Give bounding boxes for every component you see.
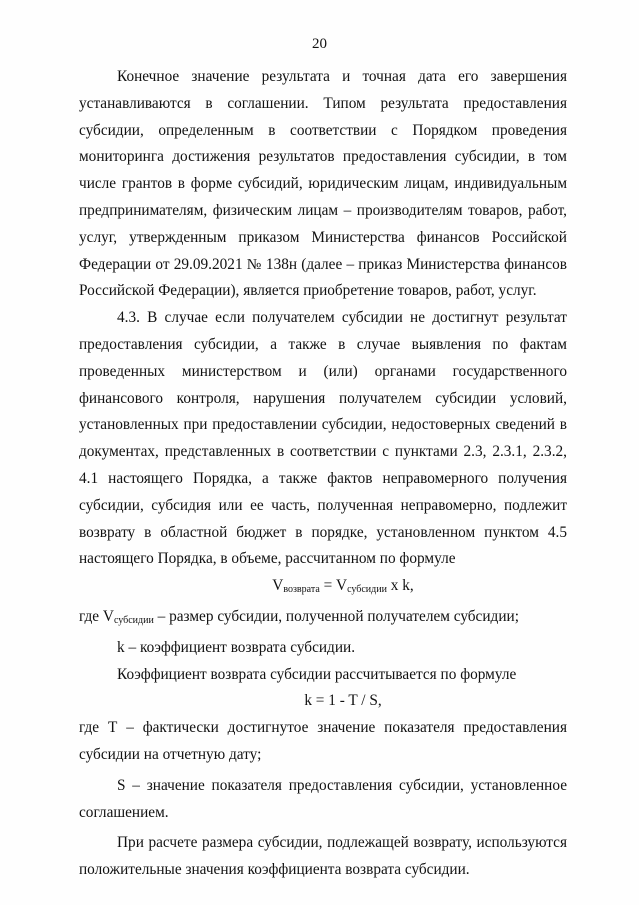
text-line: предоставления субсидии, а также в случае выявления по фактам <box>79 335 567 353</box>
text-line: установленных при предоставлении субсидии, недостоверных сведений в <box>79 416 567 434</box>
text-line: мониторинга достижения результатов предоставления субсидии, в том <box>79 148 567 166</box>
formula-subscript: субсидии <box>347 584 387 596</box>
formula-refund <box>79 573 567 604</box>
formula-subscript: субсидии <box>113 614 154 626</box>
formula-part: = V <box>319 577 348 595</box>
text-line: проведенных министерством и (или) органами государственного <box>79 362 567 380</box>
text-line: При расчете размера субсидии, подлежащей возврату, используются <box>117 834 567 852</box>
formula-subscript: возврата <box>283 584 320 596</box>
text-line: Федерации от 29.09.2021 № 138н (далее – приказ Министерства финансов <box>79 255 567 273</box>
text-line: финансового контроля, нарушения получателем субсидии условий, <box>79 389 567 407</box>
formula-part: x k, <box>386 577 414 595</box>
page-number: 20 <box>312 36 327 52</box>
formula-coefficient: k = 1 - T / S, <box>304 692 382 710</box>
definition-text: где V <box>79 607 114 625</box>
text-line: настоящего Порядка, в объеме, рассчитанном по формуле <box>79 550 456 568</box>
text-line: 4.1 настоящего Порядка, а также фактов неправомерного получения <box>79 469 567 487</box>
text-line: Российской Федерации), является приобретение товаров, работ, услуг. <box>79 282 537 300</box>
text-line: Конечное значение результата и точная дата его завершения <box>117 68 567 85</box>
definition-text: – размер субсидии, полученной получателем субсидии; <box>153 607 519 625</box>
text-line: субсидии, субсидия или ее часть, полученная неправомерно, подлежит <box>79 496 567 514</box>
text-line: 4.3. В случае если получателем субсидии не достигнут результат <box>117 309 567 327</box>
text-line: предпринимателям, физическим лицам – производителям товаров, работ, <box>79 201 567 219</box>
document-body <box>79 64 567 884</box>
definition-line: субсидии на отчетную дату; <box>79 745 262 763</box>
text-line: числе грантов в форме субсидий, юридическим лицам, индивидуальным <box>79 175 567 193</box>
definition-line: соглашением. <box>79 803 169 821</box>
text-line: услуг, утвержденным приказом Министерства финансов Российской <box>79 228 567 246</box>
text-line: возврату в областной бюджет в порядке, установленном пунктом 4.5 <box>79 523 567 541</box>
text-line: Коэффициент возврата субсидии рассчитывается по формуле <box>117 665 517 683</box>
definition-line <box>79 604 567 635</box>
formula-part: V <box>272 577 284 595</box>
text-line: положительные значения коэффициента возврата субсидии. <box>79 861 470 879</box>
text-line: субсидии, определенным в соответствии с Порядком проведения <box>79 121 567 139</box>
definition-line: k – коэффициент возврата субсидии. <box>117 638 356 656</box>
definition-line: S – значение показателя предоставления субсидии, установленное <box>117 776 567 794</box>
definition-line: где Т – фактически достигнутое значение показателя предоставления <box>79 719 567 737</box>
text-line: устанавливаются в соглашении. Типом результата предоставления <box>79 94 567 112</box>
text-line: документах, представленных в соответствии с пунктами 2.3, 2.3.1, 2.3.2, <box>79 443 567 461</box>
